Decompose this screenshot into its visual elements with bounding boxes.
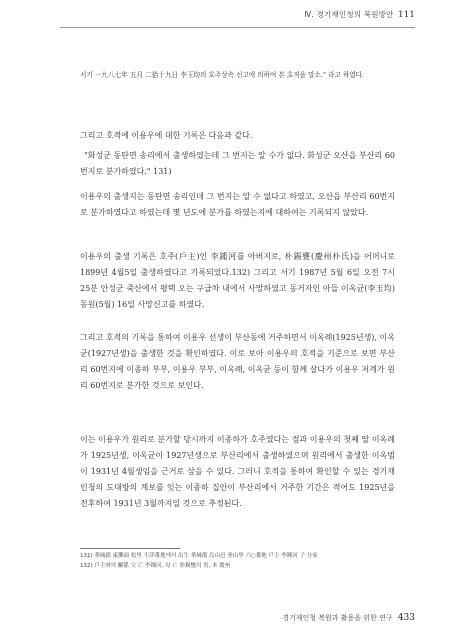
paragraph-3: 이용우의 출생지는 동탄면 송리인데 그 번지는 알 수 없다고 하였고, 오산읍 부산리 60번지로 분가하였다고 하였는데 몇 년도에 분가를 하였는지에 대하여는 기록되지 않았다. (80, 192, 395, 217)
footnote-131: 131) 華城郡 東灘面 松里 不詳番地에서 出生 華城郡 烏山邑 釜山里 六○番地 戶主 李鍾河 子 分家 (80, 553, 318, 559)
quote-paragraph: "화성군 동탄면 송리에서 출생하였는데 그 번지는 알 수가 없다. 화성군 오산읍 부산리 60번지로 분가하였다." 131) (80, 151, 395, 176)
header-section-title: Ⅳ. 경기재인청의 복원방안 (304, 10, 394, 19)
paragraph-1: 서기 一九八七年 五月 二拾十九日 李玉均의 호주상속 신고에 의하여 본 호적을 말소." 라고 하였다. (80, 71, 365, 79)
footnote-132: 132) 戶主와의 關係 父 亡 李鍾河, 母 亡 朴錫甕의 男, 本 慶州 (80, 563, 231, 569)
running-header (304, 9, 415, 20)
page-footer (282, 613, 415, 623)
paragraph-5: 그리고 호적의 기록을 통하여 이용우 선생이 부산동에 거주하면서 이옥례(1925년생), 이옥균(1927년생)을 출생한 것을 확인하였다. 이로 보아 이용우의 호적을 기준으로 보면 부산리 60번지에 이종하 부부, 이용우 부부, 이옥례, 이옥균 등이 함께 살다가 이용우 저계가 원리 60번지로 분가한 것으로 보인다. (80, 333, 395, 390)
header-page-number: 111 (398, 10, 415, 20)
footnote-rule (80, 548, 180, 549)
header-rule (60, 27, 415, 28)
paragraph-4: 이용우의 출생 기록은 호주(戶主)인 李鍾河를 아버지로, 朴錫甕(慶州朴氏)을 어머니로 1899년 4월5일 출생하였다고 기록되었다.132) 그리고 서기 1987년 5월 6일 오전 7시 25분 안성군 죽산에서 평택 오는 구급차 내에서 사망하였고 동거자인 아들 이옥균(李玉均) 동원(5월) 16일 사망신고를 하였다. (80, 252, 395, 309)
footer-page-number: 433 (397, 613, 415, 623)
paragraph-6: 이는 이용우가 원리로 분가할 당시까지 이종하가 호주였다는 점과 이용우의 첫째 딸 이옥례가 1925년생, 이옥균이 1927년생으로 부산리에서 출생하였으며 원리에서 출생한 이옥범이 1931년 4월생임을 근거로 삼을 수 있다. 그러니 호적을 통하여 확인할 수 있는 경기재인청의 도대방의 계보를 잇는 이종하 집안이 부산리에서 거주한 기간은 적어도 1925년을 전후하여 1931년 3월까지일 것으로 추정된다. (80, 435, 395, 508)
paragraph-2: 그리고 호적에 이용우에 대한 기록은 다음과 같다. (80, 131, 253, 140)
footer-title: 경기재인청 복원과 활용을 위한 연구 (282, 614, 393, 622)
